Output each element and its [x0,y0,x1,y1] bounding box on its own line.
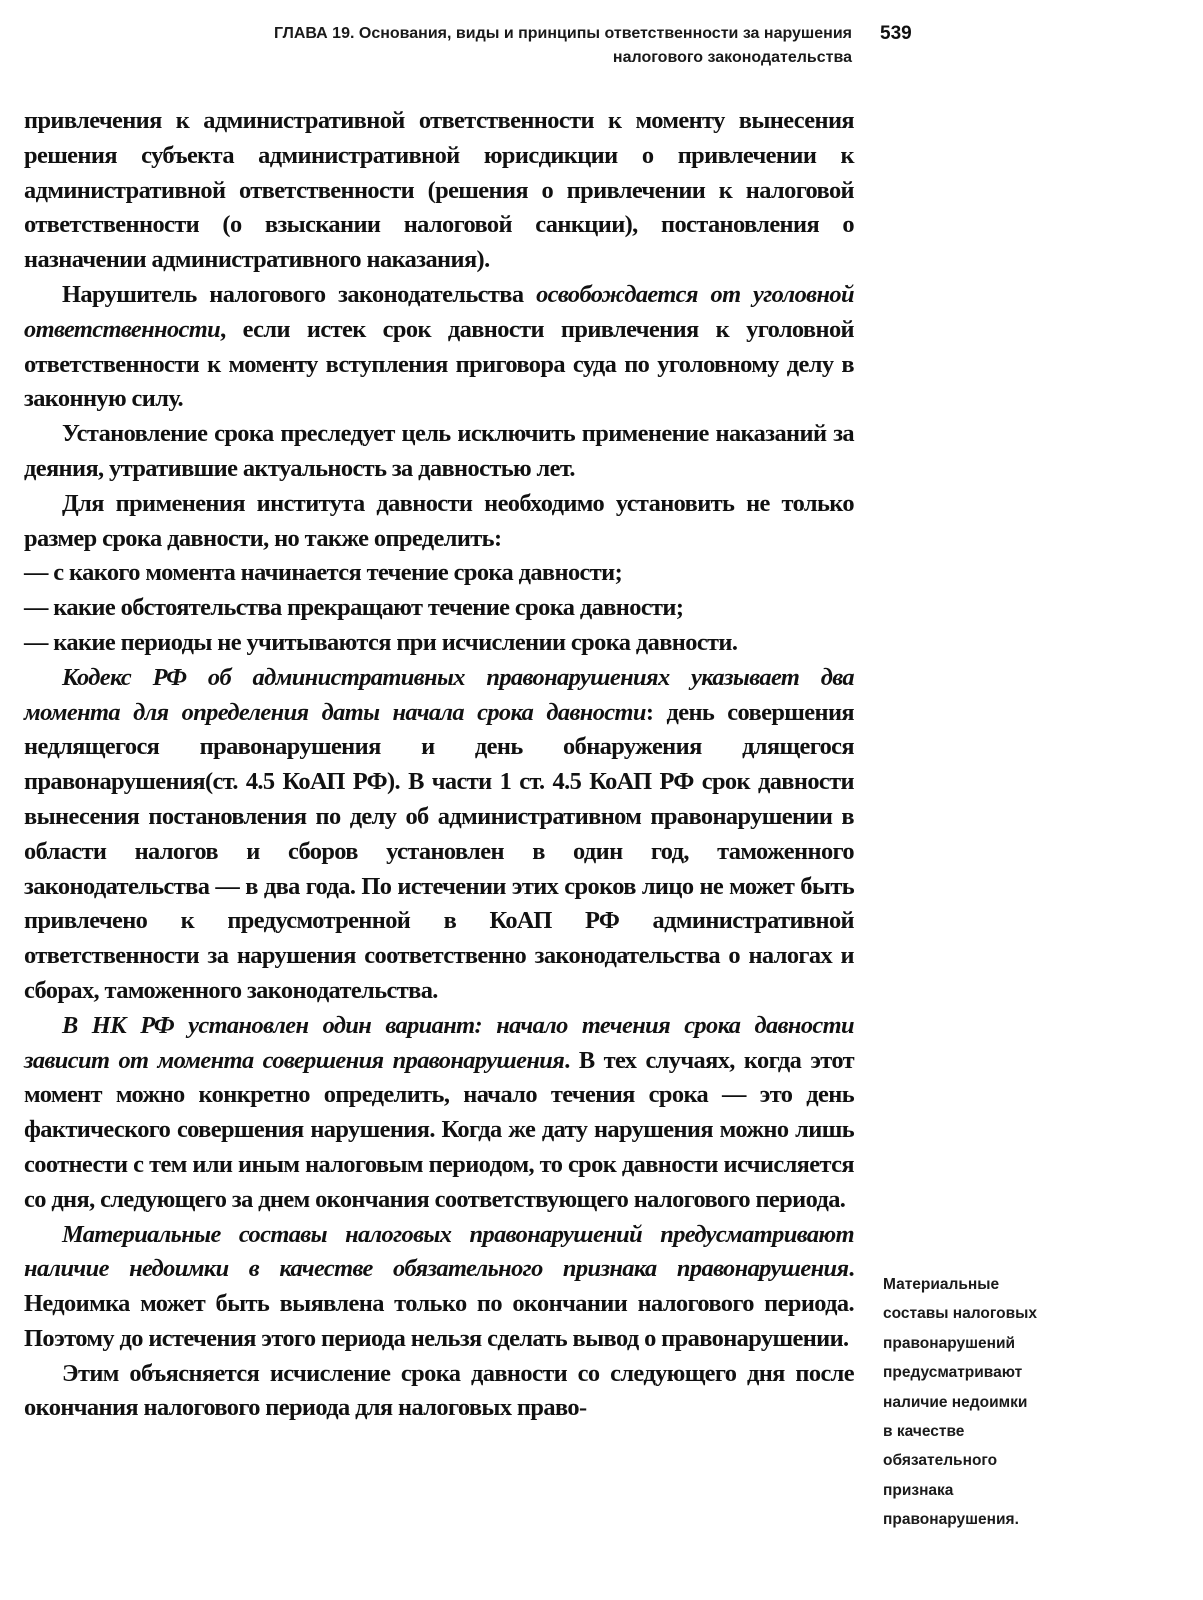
paragraph-2-italic: освобождается от уголовной ответственности [24,280,854,343]
paragraph-7-text: . Недоимка может быть выявлена только по окончании налогового периода. Поэтому до истечения этого периода нельзя сделать вывод о правонарушении. [24,1255,854,1352]
main-text [24,104,854,1426]
paragraph-2-text-b: , если истек срок давности привлечения к уголовной ответственности к моменту вступления приговора суда по уголовному делу в законную силу. [24,315,854,413]
paragraph-6-text: . В тех случаях, когда этот момент можно конкретно определить, начало течения срока — это день фактического совершения нарушения. Когда же дату нарушения можно лишь соотнести с тем или иным налоговым периодом, то срок давности исчисляется со дня, следующего за днем окончания соответствующего налогового периода. [24,1046,854,1213]
paragraph-8: Этим объясняется исчисление срока давности со следующего дня после окончания налогового периода для налоговых право- [24,1359,854,1422]
margin-note-line: наличие недоимки [883,1393,1028,1411]
margin-note-line: правонарушений [883,1334,1016,1352]
paragraph-2 [24,278,854,417]
paragraph-1: привлечения к административной ответственности к моменту вынесения решения субъекта административной юрисдикции о привлечении к административной ответственности (решения о привлечении к налоговой ответственности (о взыскании налоговой санкции), постановления о назначении административного наказания). [24,107,854,274]
paragraph-2-text-a: Нарушитель налогового законодательства [62,280,537,308]
margin-note-line: предусматривают [883,1364,1023,1382]
paragraph-6 [24,1009,854,1218]
margin-note-line: правонарушения. [883,1511,1019,1529]
margin-note-line: составы налоговых [883,1305,1037,1323]
margin-note-line: Материальные [883,1276,1000,1293]
margin-note-line: в качестве [883,1423,965,1441]
paragraph-7 [24,1218,854,1357]
margin-note-line: обязательного [883,1452,998,1470]
dash-item-2: — какие обстоятельства прекращают течение срока давности; [24,594,684,622]
dash-item-1: — с какого момента начинается течение срока давности; [24,559,623,587]
paragraph-5-text: : день совершения недлящегося правонарушения и день обнаружения длящегося правонарушения(ст. 4.5 КоАП РФ). В части 1 ст. 4.5 КоАП РФ срок давности вынесения постановления по делу об административном правонарушении в области налогов и сборов установлен в один год, таможенного законодательства — в два года. По истечении этих сроков лицо не может быть привлечено к предусмотренной в КоАП РФ административной ответственности за нарушения соответственно законодательства о налогах и сборах, таможенного законодательства. [24,698,855,1004]
paragraph-4: Для применения института давности необходимо установить не только размер срока давности, но также определить: [24,489,854,552]
paragraph-3: Установление срока преследует цель исключить применение наказаний за деяния, утратившие актуальность за давностью лет. [24,420,854,482]
running-header-line-2: налогового законодательства [612,49,852,66]
paragraph-5-italic: Кодекс РФ об административных правонарушениях указывает два момента для определения даты начала срока давности [24,663,854,726]
page-number: 539 [880,23,912,44]
paragraph-6-italic: В НК РФ установлен один вариант: начало течения срока давности зависит от момента совершения правонарушения [24,1011,854,1074]
margin-note-line: признака [883,1481,954,1499]
dash-item-3: — какие периоды не учитываются при исчислении срока давности. [24,628,738,656]
margin-note [883,1270,1083,1535]
running-header-line-1: ГЛАВА 19. Основания, виды и принципы ответственности за нарушения [273,25,852,42]
paragraph-5 [24,661,854,1009]
paragraph-7-italic: Материальные составы налоговых правонарушений предусматривают наличие недоимки в качестве обязательного признака правонарушения [24,1220,854,1283]
running-header [120,22,852,70]
